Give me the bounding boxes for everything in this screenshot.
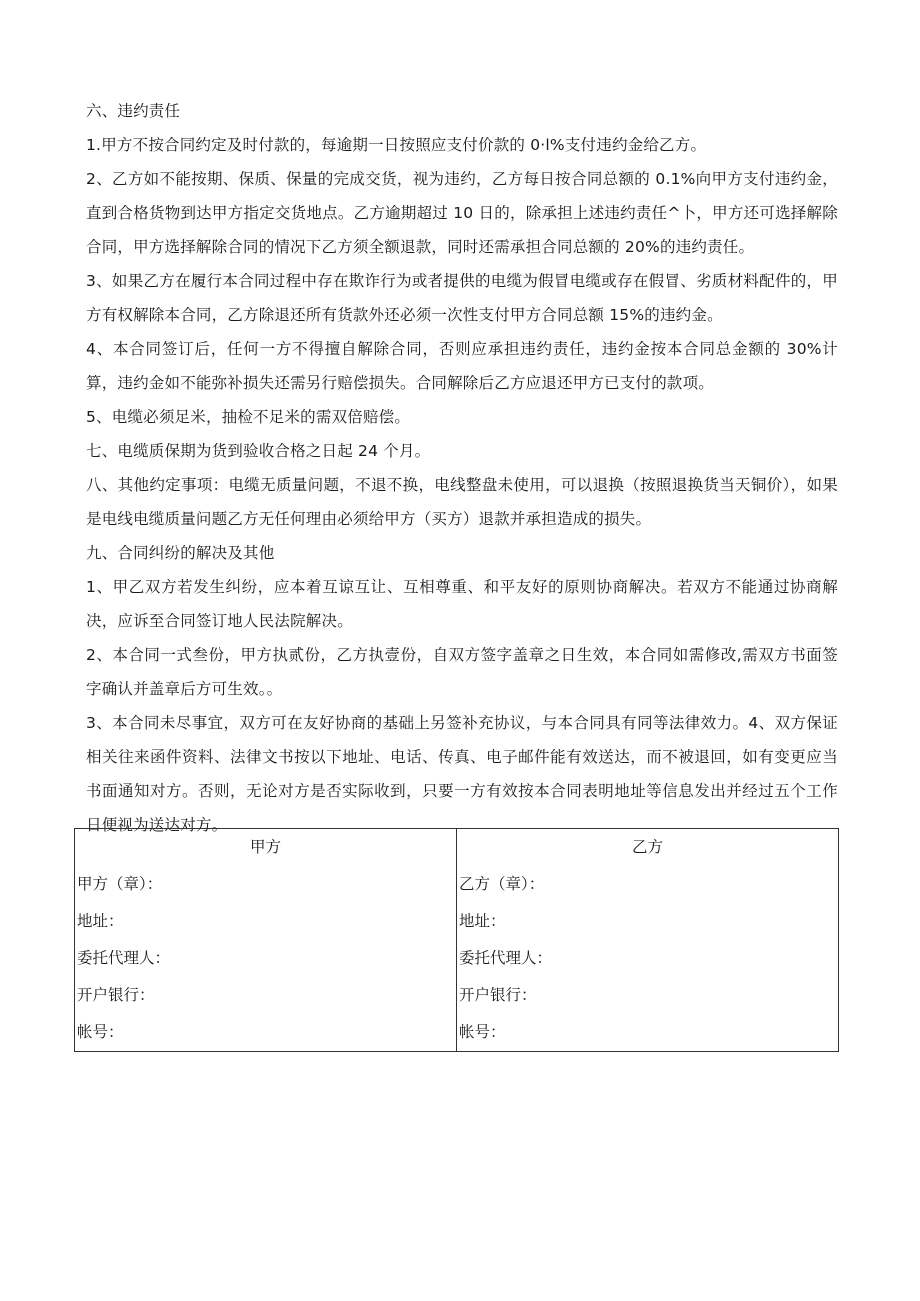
- section-7: 七、电缆质保期为货到验收合格之日起 24 个月。: [86, 442, 431, 460]
- clause-6-3: 3、如果乙方在履行本合同过程中存在欺诈行为或者提供的电缆为假冒电缆或存在假冒、劣质材料配件的，甲方有权解除本合同，乙方除退还所有货款外还必须一次性支付甲方合同总额 15%的违约金。: [86, 272, 838, 324]
- clause-6-2: 2、乙方如不能按期、保质、保量的完成交货，视为违约，乙方每日按合同总额的 0.1%向甲方支付违约金，直到合格货物到达甲方指定交货地点。乙方逾期超过 10 日的，除承担上述违约责任^卜，甲方还可选择解除合同，甲方选择解除合同的情况下乙方须全额退款，同时还需承担合同总额的 20%的违约责任。: [86, 170, 838, 256]
- party-a-bank-field: 开户银行：: [77, 986, 155, 1004]
- contract-body: [86, 94, 838, 842]
- party-a-seal-field: 甲方（章）：: [77, 875, 163, 893]
- party-b-column: [457, 829, 839, 1052]
- section-6-heading: 六、违约责任: [86, 102, 181, 120]
- party-b-bank-field: 开户银行：: [459, 986, 537, 1004]
- party-b-seal-field: 乙方（章）：: [459, 875, 545, 893]
- party-a-column: [75, 829, 457, 1052]
- clause-9-1: 1、甲乙双方若发生纠纷，应本着互谅互让、互相尊重、和平友好的原则协商解决。若双方不能通过协商解决，应诉至合同签订地人民法院解决。: [86, 578, 838, 630]
- party-a-account-field: 帐号：: [77, 1023, 124, 1041]
- clause-9-3: 3、本合同未尽事宜，双方可在友好协商的基础上另签补充协议，与本合同具有同等法律效力。4、双方保证相关往来函件资料、法律文书按以下地址、电话、传真、电子邮件能有效送达，而不被退回，如有变更应当书面通知对方。否则，无论对方是否实际收到，只要一方有效按本合同表明地址等信息发出并经过五个工作日便视为送达对方。: [86, 714, 838, 834]
- party-b-address-field: 地址：: [459, 912, 506, 930]
- clause-6-1: 1.甲方不按合同约定及时付款的，每逾期一日按照应支付价款的 0·l%支付违约金给乙方。: [86, 136, 707, 154]
- clause-9-2: 2、本合同一式叁份，甲方执贰份，乙方执壹份，自双方签字盖章之日生效，本合同如需修改,需双方书面签字确认并盖章后方可生效。。: [86, 646, 838, 698]
- party-b-account-field: 帐号：: [459, 1023, 506, 1041]
- clause-6-5: 5、电缆必须足米，抽检不足米的需双倍赔偿。: [86, 408, 411, 426]
- signature-table: [74, 828, 839, 1052]
- party-b-agent-field: 委托代理人：: [459, 949, 553, 967]
- party-a-header: 甲方: [249, 838, 281, 856]
- clause-6-4: 4、本合同签订后，任何一方不得擅自解除合同，否则应承担违约责任，违约金按本合同总金额的 30%计算，违约金如不能弥补损失还需另行赔偿损失。合同解除后乙方应退还甲方已支付的款项。: [86, 340, 838, 392]
- section-8: 八、其他约定事项：电缆无质量问题，不退不换，电线整盘未使用，可以退换（按照退换货当天铜价），如果是电线电缆质量问题乙方无任何理由必须给甲方（买方）退款并承担造成的损失。: [86, 476, 838, 528]
- party-b-header: 乙方: [631, 838, 663, 856]
- party-a-address-field: 地址：: [77, 912, 124, 930]
- party-a-agent-field: 委托代理人：: [77, 949, 171, 967]
- section-9-heading: 九、合同纠纷的解决及其他: [86, 544, 275, 562]
